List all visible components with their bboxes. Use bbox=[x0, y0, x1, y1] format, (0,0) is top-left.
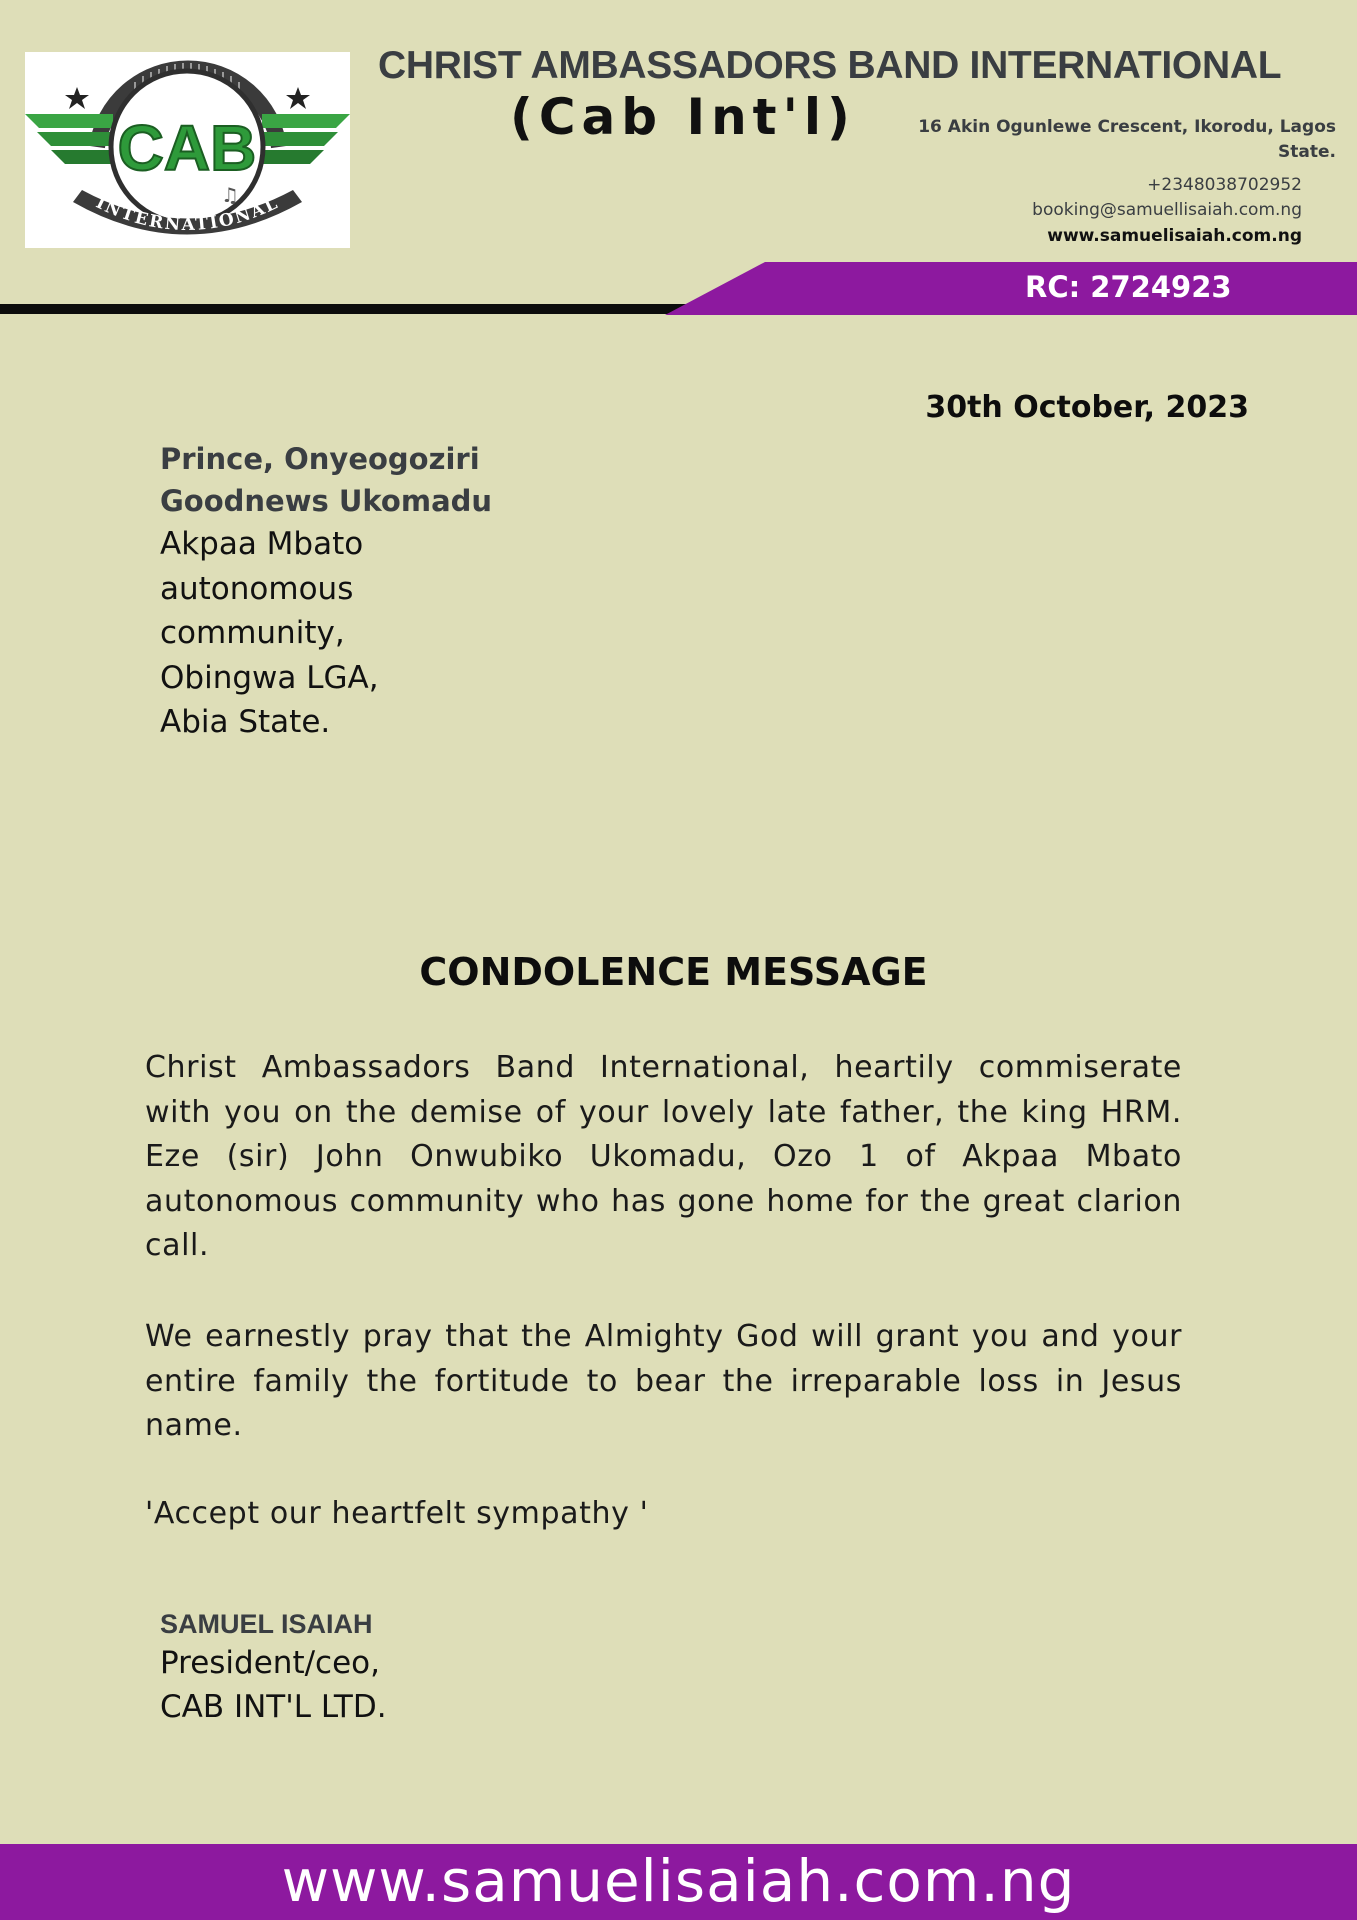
recipient-address-line: community, bbox=[160, 615, 345, 651]
company-phone: +2348038702952 bbox=[1147, 175, 1302, 195]
recipient-address-line: Obingwa LGA, bbox=[160, 659, 379, 696]
recipient-name-line-2: Goodnews Ukomadu bbox=[160, 484, 493, 518]
recipient-address-line: Akpaa Mbato bbox=[160, 526, 364, 562]
body-paragraph-3: 'Accept our heartfelt sympathy ' bbox=[145, 1496, 649, 1531]
recipient-address-line: Abia State. bbox=[160, 704, 331, 740]
organization-short-name: (Cab Int'l) bbox=[510, 88, 856, 146]
organization-name: CHRIST AMBASSADORS BAND INTERNATIONAL bbox=[378, 44, 1282, 87]
svg-text:♫: ♫ bbox=[221, 183, 239, 207]
body-paragraph-1: Christ Ambassadors Band International, heartily commiserate with you on the demise of your lovely late father, the king HRM. Eze (sir) John Onwubiko Ukomadu, Ozo 1 of Akpaa Mbato autonomous community who has gone home for the great clarion call. bbox=[145, 1050, 1182, 1263]
signature-block bbox=[160, 1607, 387, 1729]
cab-logo-icon bbox=[25, 52, 350, 248]
footer-bar bbox=[0, 1844, 1357, 1920]
letter-date: 30th October, 2023 bbox=[925, 390, 1249, 425]
company-website: www.samuelisaiah.com.ng bbox=[1047, 226, 1302, 246]
logo-subtext: INTERNATIONAL bbox=[92, 192, 283, 236]
letter-subject: CONDOLENCE MESSAGE bbox=[419, 950, 928, 994]
recipient-address-line: autonomous bbox=[160, 570, 354, 607]
signer-company: CAB INT'L LTD. bbox=[160, 1689, 387, 1725]
rc-banner bbox=[665, 262, 1357, 315]
logo-text: CAB bbox=[117, 112, 257, 184]
footer-website: www.samuelisaiah.com.ng bbox=[281, 1847, 1076, 1915]
registration-number: RC: 2724923 bbox=[1025, 270, 1232, 304]
recipient-name-line-1: Prince, Onyeogoziri bbox=[160, 442, 480, 476]
signer-title: President/ceo, bbox=[160, 1645, 380, 1681]
recipient-block bbox=[160, 438, 500, 745]
signer-name: SAMUEL ISAIAH bbox=[160, 1609, 373, 1639]
header-divider bbox=[0, 304, 690, 314]
company-logo bbox=[25, 52, 350, 248]
company-email: booking@samuellisaiah.com.ng bbox=[1032, 200, 1302, 220]
company-address: 16 Akin Ogunlewe Crescent, Ikorodu, Lagos State. bbox=[918, 117, 1336, 162]
body-paragraph-2: We earnestly pray that the Almighty God will grant you and your entire family the fortitude to bear the irreparable loss in Jesus name. bbox=[145, 1319, 1182, 1443]
